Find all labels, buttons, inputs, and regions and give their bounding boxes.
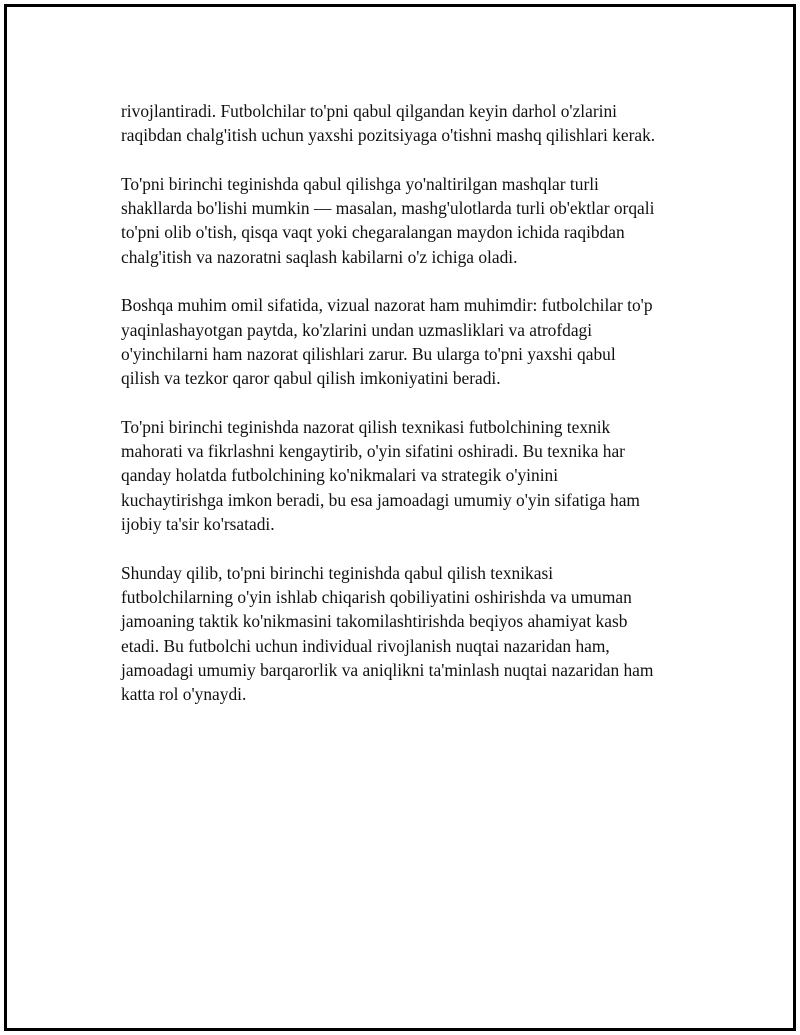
paragraph-3: Boshqa muhim omil sifatida, vizual nazorat ham muhimdir: futbolchilar to'p yaqinlashayotgan paytda, ko'zlarini undan uzmasliklari va atrofdagi o'yinchilarni ham nazorat qilishlari zarur. Bu ularga to'pni yaxshi qabul qilish va tezkor qaror qabul qilish imkoniyatini beradi. (121, 295, 653, 389)
paragraph-4: To'pni birinchi teginishda nazorat qilish texnikasi futbolchining texnik mahorati va fikrlashni kengaytirib, o'yin sifatini oshiradi. Bu texnika har qanday holatda futbolchining ko'nikmalari va strategik o'yinini kuchaytirishga imkon beradi, bu esa jamoadagi umumiy o'yin sifatiga ham ijobiy ta'sir ko'rsatadi. (121, 416, 640, 535)
document-page (4, 4, 796, 1031)
document-body (121, 99, 711, 731)
paragraph-1: rivojlantiradi. Futbolchilar to'pni qabul qilgandan keyin darhol o'zlarini raqibdan chalg'itish uchun yaxshi pozitsiyaga o'tishni mashq qilishlari kerak. (121, 101, 656, 146)
paragraph-5: Shunday qilib, to'pni birinchi teginishda qabul qilish texnikasi futbolchilarning o'yin ishlab chiqarish qobiliyatini oshirishda va umuman jamoaning taktik ko'nikmasini takomilashtirishda beqiyos ahamiyat kasb etadi. Bu futbolchi uchun individual rivojlanish nuqtai nazaridan ham, jamoadagi umumiy barqarorlik va aniqlikni ta'minlash nuqtai nazaridan ham katta rol o'ynaydi. (121, 562, 654, 705)
paragraph-2: To'pni birinchi teginishda qabul qilishga yo'naltirilgan mashqlar turli shakllarda bo'lishi mumkin — masalan, mashg'ulotlarda turli ob'ektlar orqali to'pni olib o'tish, qisqa vaqt yoki chegaralangan maydon ichida raqibdan chalg'itish va nazoratni saqlash kabilarni o'z ichiga oladi. (121, 173, 655, 267)
